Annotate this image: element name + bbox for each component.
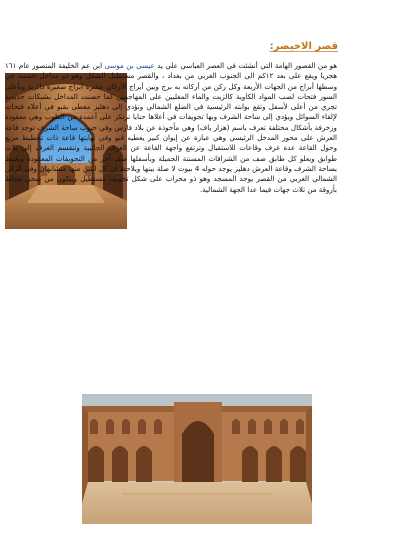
article-body xyxy=(5,61,337,195)
person-name-link[interactable]: عيسى بن موسى xyxy=(104,61,155,70)
body-rest: ابن عم الخليفة المنصور عام ١٦١ هجريا ويقع على بعد ١٢كم الى الجنوب الغربي من بغداد ، والقصر مستطيل الشكل وهو ذو مداخل حصينة في وسطها أبراج من الجهات الأربعة وكل ركن من أركانه به برج وبين أبراج الأركان عشرة أبراج صغيرة دائرية وبأعلى السور فتحات لصب المواد الكاوية كالزيت والماء المغليين على المهاجمين كما حصنت المداخل بشبكات حديدية تجري من أعلى لأسفل وتقع بوابته الرئيسية في الضلع الشمالي وتؤدي إلى دهليز مغطى بقبو في أعلاه فتحات لإلقاء السوائل ويؤدي إلى ساحة الشرف وبها تجويفات في أعلاها حنايا ترتكز على أعمدة من الطوب وهي معقودة وزخرفة بأشكال مختلفة تعرف باسم (هزار باف) وهي مأخوذة عن بلاد فارس وفي جنوب ساحة الشرف توجد قاعة العرش على محور المدخل الرئيسي وهي عبارة عن إيوان كبير يغطيه قبو وفي نهايتها قاعة ذات تخطيط مربع وحول القاعة عدة غرف وقاعات للاستقبال وترتفع واجهة القاعة عن الغرف الجانبية وتنقسم الغرف إلى ثلاث طوابق ويعلو كل طابق صف من الشرافات المسننة الجميلة وبأسفلها صف آخر من التجويفات المعقودة ويحيط بساحة الشرف وقاعة العرش دهليز يوجد حوله 4 بيوت لا صلة بينها ويلاحظ أن كل اثنين منها متشابهان وفي الركن الشمالي الغربي من القصر يوجد المسجد وهو ذو محراب على شكل تجويف مستطيل ويتكون من صحن محاط بأروقة من ثلاث جهات فيما عدا الجهة الشمالية. xyxy=(5,61,338,194)
page-title: قصر الاخيضر: xyxy=(269,41,338,52)
body-intro: هو من القصور الهامة التي أنشئت في العصر العباسي علي يد xyxy=(154,61,337,70)
palace-courtyard-photo xyxy=(82,394,312,524)
